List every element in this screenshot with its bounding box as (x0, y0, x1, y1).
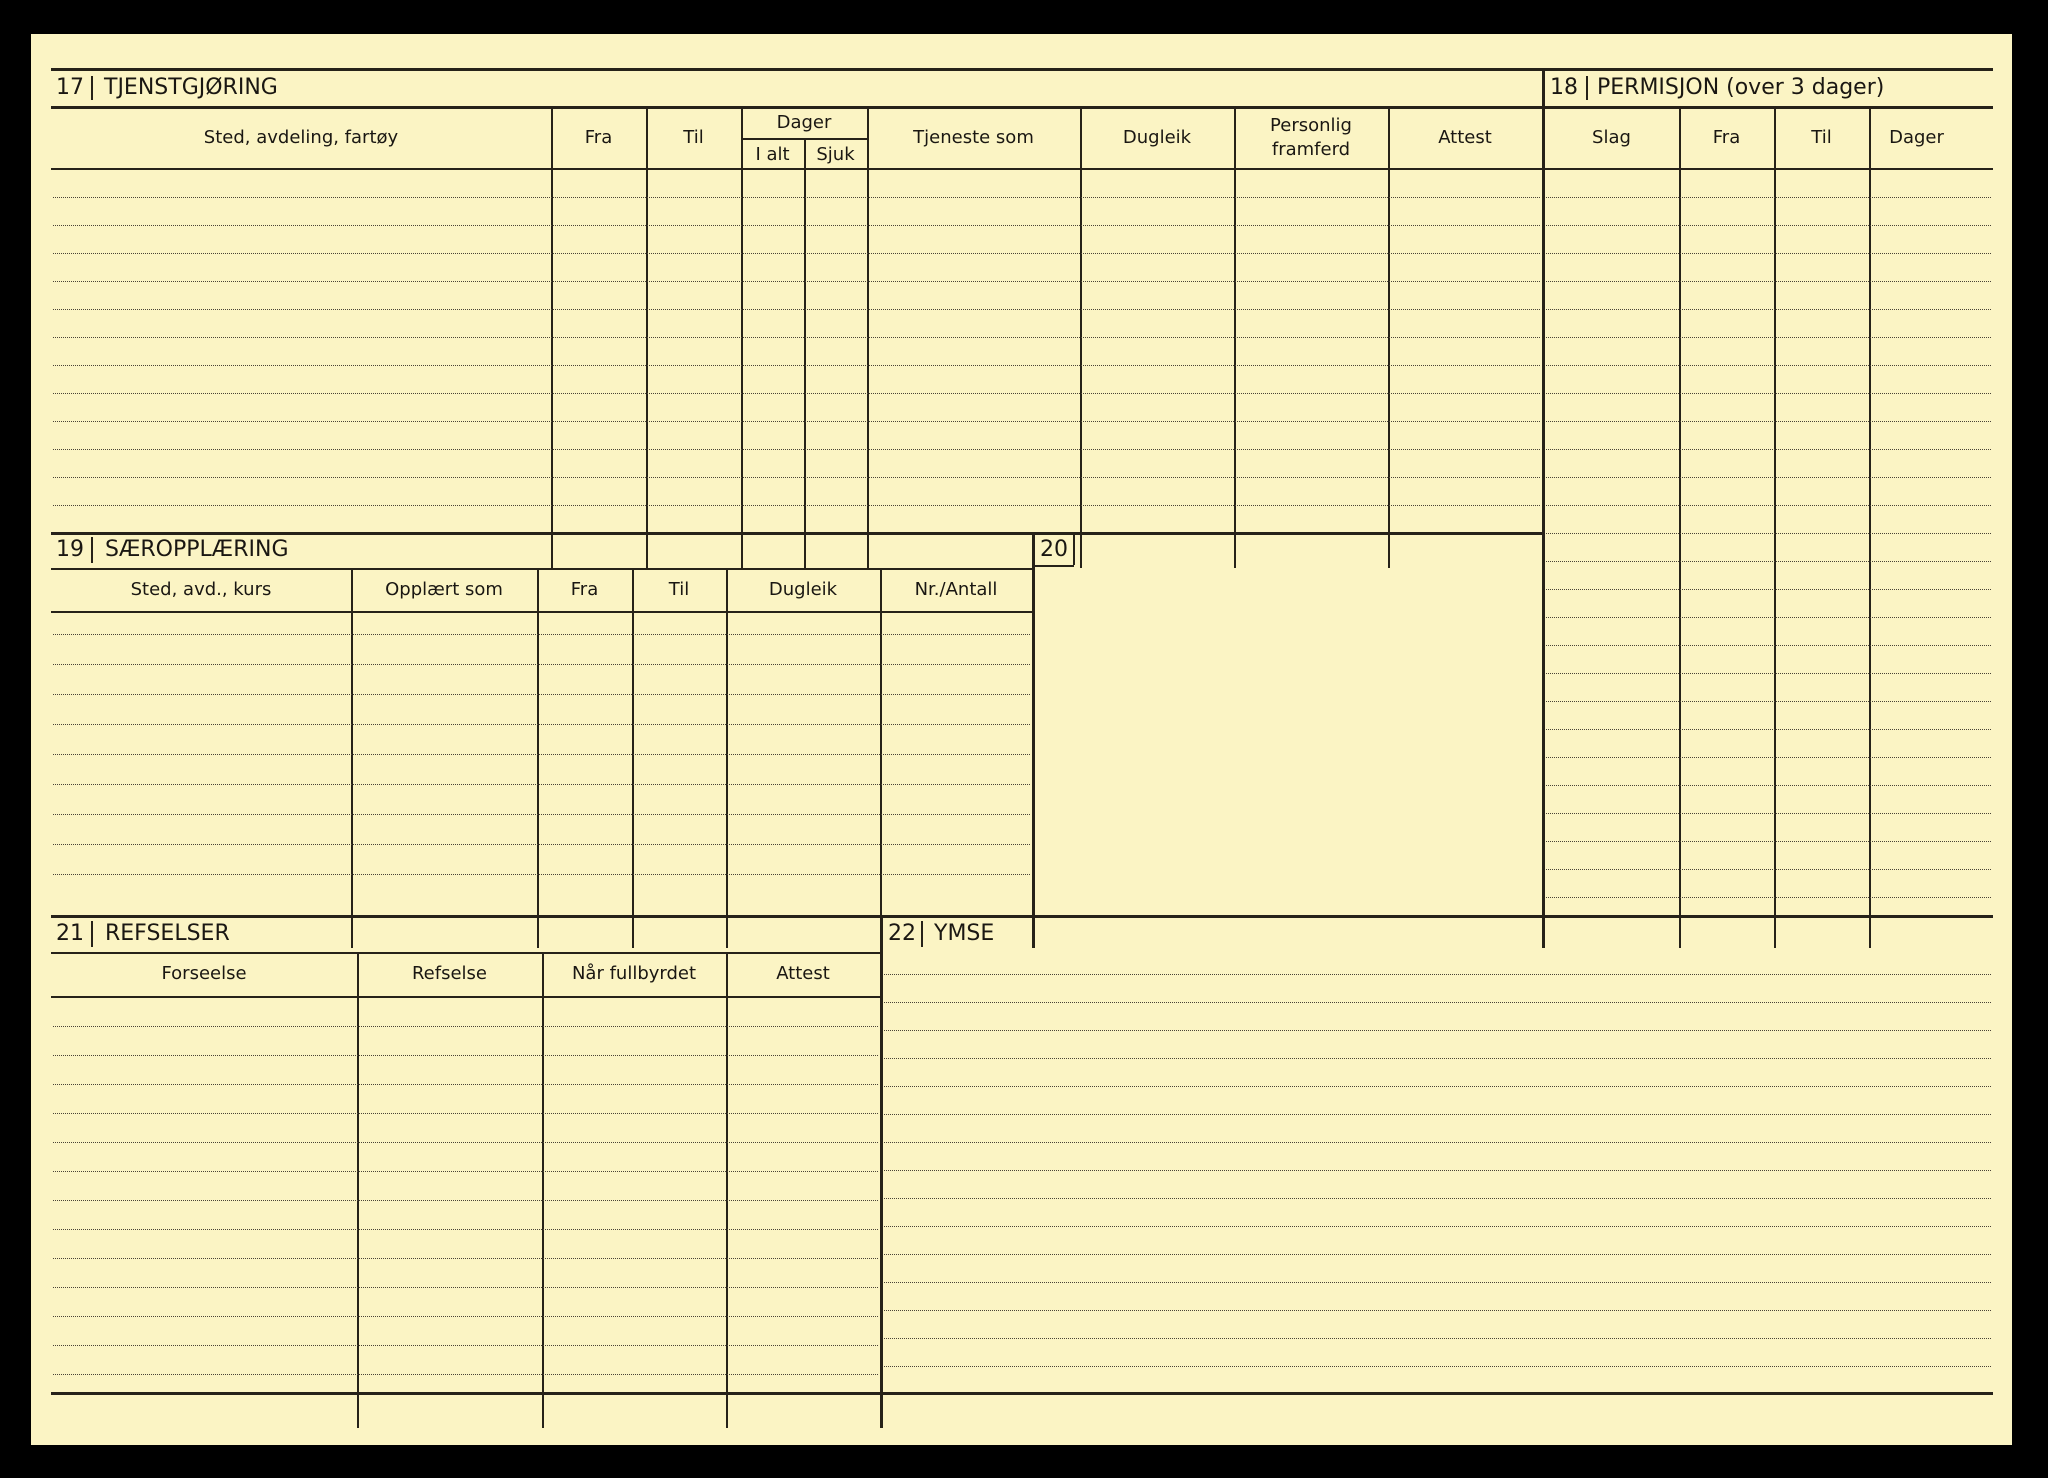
dotted-line-22 (884, 1086, 1991, 1087)
section-22-number-divider (921, 921, 923, 947)
dotted-line-22 (884, 1002, 1991, 1003)
divider-17-6 (1080, 108, 1082, 568)
dotted-line-21 (53, 1084, 878, 1085)
col-opplaert-som: Opplært som (385, 579, 503, 600)
section-22-number: 22 (888, 921, 916, 946)
dotted-line-18 (1546, 785, 1991, 786)
dotted-line-21 (53, 1229, 878, 1230)
section-19-header-rule (51, 611, 1032, 613)
col-perm-til: Til (1811, 127, 1832, 148)
section-19-number-divider (91, 537, 93, 563)
section-20-number: 20 (1040, 537, 1068, 562)
dotted-line-21 (53, 1258, 878, 1259)
dotted-line-19 (53, 664, 1030, 665)
dotted-line-19 (53, 634, 1030, 635)
dotted-line-18 (1546, 225, 1991, 226)
dotted-line-19 (53, 724, 1030, 725)
dotted-line-21 (53, 1200, 878, 1201)
dotted-line-17 (53, 337, 1540, 338)
dotted-line-21 (53, 1142, 878, 1143)
col-dager: Dager (776, 112, 832, 133)
section-17-18-header-rule (51, 168, 1993, 170)
dotted-line-22 (884, 1030, 1991, 1031)
col-sted-avd-kurs: Sted, avd., kurs (130, 579, 272, 600)
col-personlig-framferd (1234, 108, 1388, 168)
divider-17-7 (1234, 108, 1236, 568)
section-18-number: 18 (1550, 75, 1578, 100)
col-framferd-label: framferd (1271, 139, 1351, 160)
section-17-number: 17 (56, 75, 84, 100)
divider-19-5 (880, 570, 882, 948)
section-17-title: TJENSTGJØRING (104, 75, 278, 100)
section-21-number-divider (91, 921, 93, 947)
dotted-line-22 (884, 1310, 1991, 1311)
col-naar-fullbyrdet: Når fullbyrdet (571, 963, 697, 984)
section-21-title: REFSELSER (105, 921, 230, 946)
section-17-number-divider (91, 76, 93, 100)
section-19-title: SÆROPPLÆRING (105, 537, 289, 562)
section-19-number: 19 (56, 537, 84, 562)
dotted-line-17 (53, 505, 1540, 506)
col-sar-til: Til (668, 579, 690, 600)
dotted-line-18 (1546, 253, 1991, 254)
col-personlig-label: Personlig (1270, 115, 1352, 136)
dotted-line-22 (884, 1282, 1991, 1283)
divider-18-2 (1774, 108, 1776, 948)
dotted-line-21 (53, 1171, 878, 1172)
dotted-line-18 (1546, 197, 1991, 198)
col-dager-i-alt: I alt (755, 144, 790, 165)
dotted-line-18 (1546, 393, 1991, 394)
divider-17-3 (741, 108, 743, 568)
divider-17-1 (551, 108, 553, 568)
section-21-number: 21 (56, 921, 84, 946)
dotted-line-18 (1546, 449, 1991, 450)
dotted-line-17 (53, 225, 1540, 226)
divider-19-3 (632, 570, 634, 948)
dotted-line-17 (53, 197, 1540, 198)
dotted-line-21 (53, 1345, 878, 1346)
dotted-line-22 (884, 974, 1991, 975)
dotted-line-19 (53, 754, 1030, 755)
dotted-line-18 (1546, 337, 1991, 338)
col-til: Til (683, 127, 704, 148)
divider-18-1 (1679, 108, 1681, 948)
dotted-line-18 (1546, 841, 1991, 842)
dotted-line-19 (53, 814, 1030, 815)
dotted-line-17 (53, 365, 1540, 366)
dotted-line-18 (1546, 897, 1991, 898)
col-tjeneste-som: Tjeneste som (913, 127, 1034, 148)
dotted-line-22 (884, 1114, 1991, 1115)
dotted-line-17 (53, 281, 1540, 282)
dotted-line-18 (1546, 561, 1991, 562)
dotted-line-18 (1546, 309, 1991, 310)
col-dugleik: Dugleik (1122, 127, 1192, 148)
dotted-line-18 (1546, 645, 1991, 646)
divider-19-20 (1032, 532, 1035, 948)
dotted-line-17 (53, 309, 1540, 310)
dotted-line-19 (53, 844, 1030, 845)
col-perm-fra: Fra (1712, 127, 1741, 148)
dotted-line-21 (53, 1026, 878, 1027)
dotted-line-21 (53, 1055, 878, 1056)
section-21-header-rule (51, 996, 880, 998)
divider-19-2 (537, 570, 539, 948)
dotted-line-17 (53, 421, 1540, 422)
top-rule (51, 68, 1993, 71)
col-attest: Attest (1438, 127, 1492, 148)
dotted-line-18 (1546, 813, 1991, 814)
dotted-line-17 (53, 253, 1540, 254)
dotted-line-18 (1546, 505, 1991, 506)
dotted-line-18 (1546, 281, 1991, 282)
record-card (31, 34, 2012, 1445)
bottom-rule (51, 1392, 1993, 1395)
dotted-line-21 (53, 1113, 878, 1114)
divider-17-5 (867, 108, 869, 568)
dotted-line-18 (1546, 869, 1991, 870)
col-refselse: Refselse (411, 963, 487, 984)
section-18-title: PERMISJON (over 3 dager) (1597, 75, 1885, 100)
dotted-line-22 (884, 1366, 1991, 1367)
col-forseelse: Forseelse (161, 963, 247, 984)
dotted-line-22 (884, 1338, 1991, 1339)
divider-17-8 (1388, 108, 1390, 568)
dotted-line-18 (1546, 673, 1991, 674)
col-slag: Slag (1592, 127, 1631, 148)
divider-18-3 (1869, 108, 1871, 948)
dotted-line-18 (1546, 589, 1991, 590)
dotted-line-17 (53, 477, 1540, 478)
divider-17-4 (804, 139, 806, 568)
dotted-line-18 (1546, 365, 1991, 366)
section-22-title: YMSE (934, 921, 995, 946)
dotted-line-18 (1546, 757, 1991, 758)
section-18-number-divider (1586, 76, 1588, 100)
divider-17-18 (1542, 68, 1545, 948)
divider-19-4 (726, 570, 728, 948)
dotted-line-22 (884, 1170, 1991, 1171)
col-refs-attest: Attest (776, 963, 830, 984)
col-dager-sjuk: Sjuk (816, 144, 855, 165)
dotted-line-18 (1546, 421, 1991, 422)
middle-rule (51, 915, 1993, 918)
col-sted-avdeling: Sted, avdeling, fartøy (203, 127, 399, 148)
divider-19-1 (351, 570, 353, 948)
dotted-line-18 (1546, 477, 1991, 478)
col-fra: Fra (584, 127, 613, 148)
dotted-line-17 (53, 393, 1540, 394)
col-sar-dugleik: Dugleik (768, 579, 838, 600)
dotted-line-22 (884, 1058, 1991, 1059)
dotted-line-19 (53, 784, 1030, 785)
dotted-line-18 (1546, 533, 1991, 534)
dotted-line-21 (53, 1316, 878, 1317)
section-20-number-box-right (1073, 533, 1075, 565)
dotted-line-17 (53, 449, 1540, 450)
col-perm-dager: Dager (1889, 127, 1944, 148)
section-20-number-box-bottom (1033, 565, 1074, 567)
dotted-line-21 (53, 1374, 878, 1375)
col-sar-fra: Fra (570, 579, 599, 600)
section-17-bottom-rule (51, 532, 1544, 535)
dotted-line-22 (884, 1198, 1991, 1199)
dotted-line-22 (884, 1226, 1991, 1227)
dotted-line-18 (1546, 617, 1991, 618)
divider-21-22 (880, 915, 883, 1428)
col-nr-antall: Nr./Antall (914, 579, 998, 600)
dotted-line-22 (884, 1254, 1991, 1255)
dotted-line-21 (53, 1287, 878, 1288)
dotted-line-18 (1546, 729, 1991, 730)
dotted-line-19 (53, 874, 1030, 875)
divider-17-2 (646, 108, 648, 568)
dotted-line-19 (53, 694, 1030, 695)
dotted-line-22 (884, 1142, 1991, 1143)
dotted-line-18 (1546, 701, 1991, 702)
